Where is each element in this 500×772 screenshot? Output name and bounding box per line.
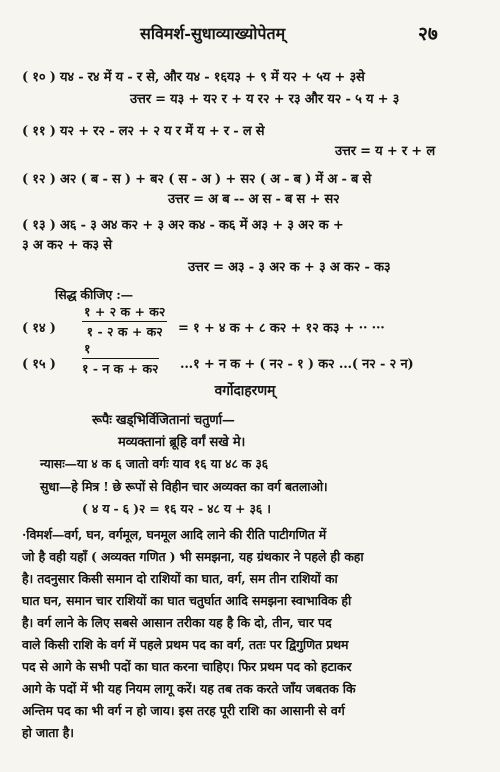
exercise-13-question: ( १३ ) अ६ - ३ अ४ क२ + ३ अ२ क४ - क६ में अ३ + ३ अ२ क + <box>22 218 344 233</box>
sudha-line: सुधा—हे मित्र ! छे रूपों से विहीन चार अव्यक्त का वर्ग बतलाओ। <box>40 479 328 494</box>
verse-line-2: मव्यक्तानां ब्रूहि वर्गं सखे मे। <box>118 435 246 450</box>
verse-line-1: रूपैः खड्भिर्विजितानां चतुर्णा— <box>92 413 235 428</box>
exercise-14-label: ( १४ ) <box>22 321 56 336</box>
exercise-15-fraction <box>82 340 159 377</box>
page-number: २७ <box>418 23 438 45</box>
nyasa-line: न्यासः—या ४ क ६ जातो वर्गः याव १६ या ४८ क ३६ <box>40 456 268 471</box>
exercise-11-question: ( ११ ) य२ + र२ - ल२ + २ य र में य + र - ल से <box>22 124 265 139</box>
exercise-10-question: ( १० ) य४ - र४ में य - र से, और य४ - १६य३ + ९ में य२ + ५य + ३से <box>22 70 365 85</box>
exercise-14-numerator: १ + २ क + क२ <box>82 303 167 322</box>
exercise-12-answer: उत्तर = अ ब -- अ स - ब स + स२ <box>168 192 340 207</box>
exercise-13-answer: उत्तर = अ३ - ३ अ२ क + ३ अ क२ - क३ <box>188 260 391 275</box>
section-title: वर्गोदाहरणम् <box>214 383 276 399</box>
exercise-12-question: ( १२ ) अ२ ( ब - स ) + ब२ ( स - अ ) + स२ ( अ - ब ) में अ - ब से <box>22 172 372 187</box>
vimarsha-line: वाले किसी राशि के वर्ग में पहले प्रथम पद का वर्ग, ततः पर द्विगुणित प्रथम <box>22 637 349 652</box>
exercise-14-denominator: १ - २ क + क२ <box>86 324 163 339</box>
exercise-13-question-cont: ३ अ क२ + क३ से <box>22 238 112 253</box>
vimarsha-line: हो जाता है। <box>22 725 74 740</box>
vimarsha-line: है। वर्ग लाने के लिए सबसे आसान तरीका यह है कि दो, तीन, चार पद <box>22 615 332 630</box>
page-header-title: सविमर्श-सुधाव्याख्योपेतम् <box>140 24 286 43</box>
exercise-10-answer: उत्तर = य३ + य२ र + य र२ + र३ और य२ - ५ य + ३ <box>130 92 400 107</box>
vimarsha-line: घात घन, समान चार राशियों का घात चतुर्घात आदि समझना स्वाभाविक ही <box>22 593 352 608</box>
exercise-15-denominator: १ - न क + क२ <box>82 361 159 376</box>
exercise-15-label: ( १५ ) <box>22 357 56 372</box>
exercise-15-rhs: ...१ + न क + ( न२ - १ ) क२ ...( न२ - २ न) <box>180 357 414 372</box>
vimarsha-line: अन्तिम पद का भी वर्ग न हो जाय। इस तरह पूरी राशि का आसानी से वर्ग <box>22 703 345 718</box>
exercise-11-answer: उत्तर = य + र + ल <box>335 144 435 159</box>
vimarsha-line: है। तदनुसार किसी समान दो राशियों का घात, वर्ग, सम तीन राशियों का <box>22 571 338 586</box>
vimarsha-line: जो है वही यहाँ ( अव्यक्त गणित ) भी समझना, यह ग्रंथकार ने पहले ही कहा <box>22 549 364 564</box>
prove-heading: सिद्ध कीजिए :— <box>55 287 133 302</box>
vimarsha-line: पद से आगे के सभी पदों का घात करना चाहिए। फिर प्रथम पद को हटाकर <box>22 659 352 674</box>
exercise-14-fraction <box>82 303 167 340</box>
vimarsha-line: ·विमर्श—वर्ग, घन, वर्गमूल, घनमूल आदि लाने की रीति पाटीगणित में <box>22 527 327 542</box>
exercise-14-rhs: = १ + ४ क + ८ क२ + १२ क३ + ·· ··· <box>178 321 385 336</box>
square-equation: ( ४ य - ६ )२ = १६ य२ - ४८ य + ३६ । <box>82 501 271 516</box>
exercise-15-numerator: १ <box>82 340 159 359</box>
vimarsha-line: आगे के पदों में भी यह नियम लागू करें। यह तब तक करते जाँय जबतक कि <box>22 681 356 696</box>
